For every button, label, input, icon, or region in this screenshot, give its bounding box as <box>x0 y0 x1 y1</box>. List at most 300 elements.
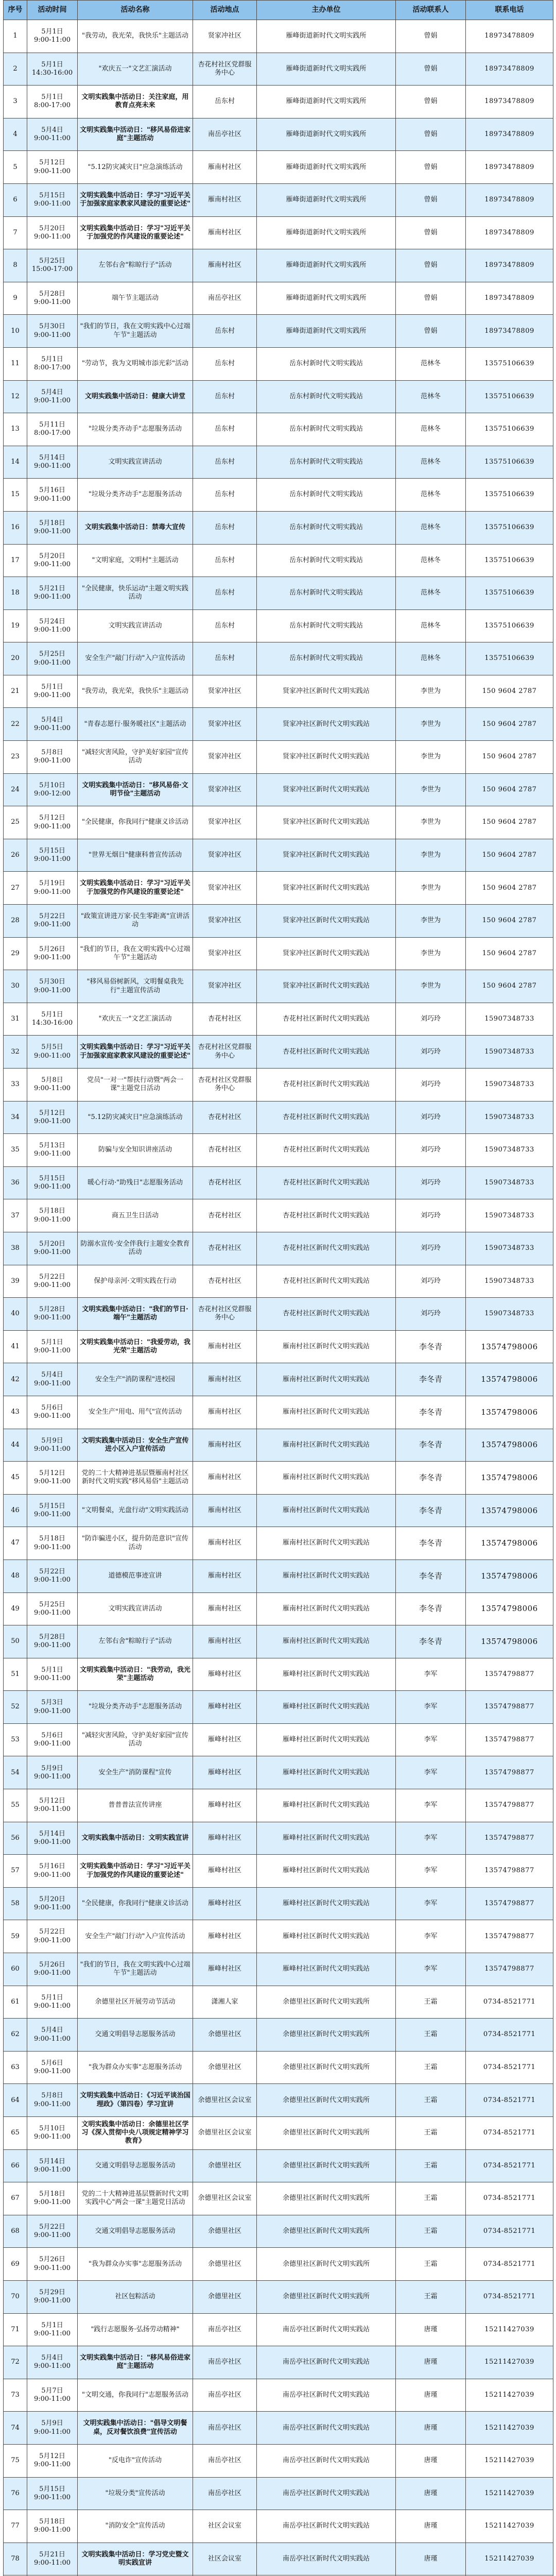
cell-name: 党的二十大精神进基层暨新时代文明实践中心"两会一课"主题党日活动 <box>78 2182 193 2215</box>
cell-time: 5月8日 9:00-11:00 <box>27 2084 78 2117</box>
cell-time: 5月28日 9:00-11:00 <box>27 1298 78 1331</box>
cell-place: 雁南村社区 <box>193 1494 257 1527</box>
cell-host: 雁峰街道新时代文明实践所 <box>257 53 396 86</box>
cell-host: 雁峰街道新时代文明实践所 <box>257 216 396 249</box>
table-row <box>4 2412 553 2445</box>
cell-name: 安全生产"敲门行动"入户宣传活动 <box>78 1920 193 1953</box>
cell-host: 余德里社区新时代文明实践所 <box>257 2149 396 2182</box>
cell-name: "我为群众办实事"志愿服务活动 <box>78 2248 193 2281</box>
cell-contact: 王霜 <box>396 2215 466 2248</box>
cell-time: 5月3日 9:00-11:00 <box>27 1691 78 1724</box>
cell-no: 70 <box>4 2280 27 2313</box>
cell-contact: 李军 <box>396 1691 466 1724</box>
cell-host: 贤家冲社区新时代文明实践站 <box>257 675 396 708</box>
cell-phone: 13574798006 <box>466 1396 553 1429</box>
cell-name: "我们的节日，我在文明实践中心过端午节"主题活动 <box>78 1953 193 1986</box>
cell-phone: 18973478809 <box>466 216 553 249</box>
cell-place: 雁南村社区 <box>193 249 257 282</box>
cell-name: 安全生产"敲门行动"入户宣传活动 <box>78 642 193 675</box>
table-row <box>4 839 553 872</box>
cell-phone: 13574798006 <box>466 1560 553 1592</box>
header-name: 活动名称 <box>78 1 193 20</box>
table-row <box>4 53 553 86</box>
cell-time: 5月18日 9:00-11:00 <box>27 511 78 544</box>
cell-contact: 李军 <box>396 1822 466 1855</box>
cell-host: 雁峰街道新时代文明实践所 <box>257 20 396 53</box>
cell-host: 雁峰村社区新时代文明实践站 <box>257 1658 396 1691</box>
cell-place: 杏花村社区党群服务中心 <box>193 1036 257 1069</box>
cell-phone: 18973478809 <box>466 151 553 184</box>
cell-contact: 唐瑾 <box>396 2477 466 2510</box>
table-row <box>4 1527 553 1560</box>
cell-contact: 刘巧玲 <box>396 1166 466 1199</box>
cell-name: "践行志愿服务·弘扬劳动精神" <box>78 2313 193 2346</box>
table-row <box>4 708 553 741</box>
cell-no: 48 <box>4 1560 27 1592</box>
cell-name: 文明实践集中活动日：安全生产宣传进小区入户宣传活动 <box>78 1429 193 1462</box>
cell-place: 岳东村 <box>193 315 257 348</box>
cell-place: 贤家冲社区 <box>193 773 257 806</box>
table-row <box>4 86 553 118</box>
cell-time: 5月4日 9:00-11:00 <box>27 118 78 151</box>
cell-host: 雁峰村社区新时代文明实践站 <box>257 1855 396 1888</box>
cell-phone: 0734-8521771 <box>466 2051 553 2084</box>
cell-name: 交通文明倡导志愿服务活动 <box>78 2019 193 2052</box>
cell-contact: 范林冬 <box>396 544 466 577</box>
cell-contact: 李冬青 <box>396 1560 466 1592</box>
cell-time: 5月28日 9:00-11:00 <box>27 282 78 315</box>
table-row <box>4 2280 553 2313</box>
cell-place: 余德里社区 <box>193 2280 257 2313</box>
cell-place: 雁南村社区 <box>193 1396 257 1429</box>
cell-place: 潇湘人家 <box>193 1986 257 2019</box>
cell-name: "世界无烟日"健康科普宣传活动 <box>78 839 193 872</box>
cell-name: "全民健康，你我同行"健康义诊活动 <box>78 1887 193 1920</box>
cell-no: 34 <box>4 1101 27 1134</box>
cell-time: 5月22日 9:00-11:00 <box>27 1560 78 1592</box>
cell-phone: 150 9604 2787 <box>466 675 553 708</box>
cell-time: 5月28日 9:00-11:00 <box>27 1625 78 1658</box>
cell-host: 南岳亭社区新时代文明实践站 <box>257 2313 396 2346</box>
cell-time: 5月25日 15:00-17:00 <box>27 249 78 282</box>
cell-time: 5月1日 9:00-11:00 <box>27 1986 78 2019</box>
cell-no: 69 <box>4 2248 27 2281</box>
cell-no: 39 <box>4 1265 27 1298</box>
cell-no: 14 <box>4 446 27 479</box>
cell-time: 5月12日 9:00-11:00 <box>27 806 78 839</box>
cell-no: 3 <box>4 86 27 118</box>
cell-host: 余德里社区新时代文明实践所 <box>257 2182 396 2215</box>
cell-contact: 李冬青 <box>396 1330 466 1363</box>
cell-name: "青春志愿行·服务暖社区"主题活动 <box>78 708 193 741</box>
table-row <box>4 970 553 1003</box>
cell-name: 文明实践宣讲活动 <box>78 609 193 642</box>
table-row <box>4 2182 553 2215</box>
cell-place: 杏花村社区党群服务中心 <box>193 1298 257 1331</box>
cell-phone: 13574798877 <box>466 1789 553 1822</box>
cell-contact: 李世为 <box>396 708 466 741</box>
cell-name: "劳动节，我为文明城市添光彩"活动 <box>78 347 193 380</box>
cell-time: 5月26日 9:00-11:00 <box>27 937 78 970</box>
cell-no: 45 <box>4 1462 27 1495</box>
cell-time: 5月6日 9:00-11:00 <box>27 2051 78 2084</box>
cell-phone: 13574798006 <box>466 1330 553 1363</box>
cell-time: 5月10日 9:00-11:00 <box>27 2117 78 2150</box>
cell-no: 20 <box>4 642 27 675</box>
table-body <box>4 20 553 2576</box>
cell-phone: 13574798877 <box>466 1822 553 1855</box>
cell-name: 保护母亲河·文明实践在行动 <box>78 1265 193 1298</box>
cell-phone: 150 9604 2787 <box>466 708 553 741</box>
cell-phone: 15211427039 <box>466 2477 553 2510</box>
cell-place: 余德里社区会议室 <box>193 2182 257 2215</box>
cell-name: "全民健康，你我同行"健康义诊活动 <box>78 806 193 839</box>
table-row <box>4 2346 553 2379</box>
cell-contact: 曾娟 <box>396 86 466 118</box>
cell-time: 5月12日 9:00-11:00 <box>27 1462 78 1495</box>
cell-phone: 150 9604 2787 <box>466 970 553 1003</box>
cell-place: 雁南村社区 <box>193 183 257 216</box>
cell-phone: 0734-8521771 <box>466 2019 553 2052</box>
cell-host: 杏花村社区新时代文明实践站 <box>257 1069 396 1101</box>
table-row <box>4 2444 553 2477</box>
cell-place: 杏花村社区 <box>193 1134 257 1167</box>
cell-no: 77 <box>4 2510 27 2543</box>
cell-no: 19 <box>4 609 27 642</box>
cell-place: 余德里社区 <box>193 2215 257 2248</box>
cell-time: 5月6日 9:00-11:00 <box>27 1396 78 1429</box>
cell-host: 雁峰村社区新时代文明实践站 <box>257 1822 396 1855</box>
cell-no: 7 <box>4 216 27 249</box>
table-row <box>4 1101 553 1134</box>
cell-place: 贤家冲社区 <box>193 872 257 905</box>
cell-contact: 范林冬 <box>396 511 466 544</box>
cell-name: 文明实践宣讲活动 <box>78 446 193 479</box>
cell-place: 余德里社区 <box>193 2149 257 2182</box>
cell-contact: 范林冬 <box>396 413 466 446</box>
cell-host: 雁南村社区新时代文明实践站 <box>257 1592 396 1625</box>
cell-place: 岳东村 <box>193 609 257 642</box>
cell-host: 贤家冲社区新时代文明实践站 <box>257 970 396 1003</box>
cell-host: 南岳亭社区新时代文明实践站 <box>257 2477 396 2510</box>
table-row <box>4 609 553 642</box>
cell-time: 5月12日 9:00-11:00 <box>27 151 78 184</box>
cell-contact: 刘巧玲 <box>396 1232 466 1265</box>
cell-phone: 15211427039 <box>466 2510 553 2543</box>
cell-contact: 王霜 <box>396 2051 466 2084</box>
cell-name: 防骗与安全知识讲座活动 <box>78 1134 193 1167</box>
cell-contact: 唐瑾 <box>396 2346 466 2379</box>
header-row <box>4 1 553 20</box>
cell-time: 5月22日 9:00-11:00 <box>27 1920 78 1953</box>
cell-no: 12 <box>4 380 27 413</box>
cell-phone: 18973478809 <box>466 315 553 348</box>
cell-phone: 15211427039 <box>466 2444 553 2477</box>
table-row <box>4 741 553 774</box>
cell-contact: 刘巧玲 <box>396 1298 466 1331</box>
cell-place: 雁南村社区 <box>193 1527 257 1560</box>
table-row <box>4 1069 553 1101</box>
cell-place: 岳东村 <box>193 86 257 118</box>
cell-phone: 13574798006 <box>466 1494 553 1527</box>
cell-phone: 0734-8521771 <box>466 2280 553 2313</box>
cell-time: 5月15日 9:00-11:00 <box>27 2477 78 2510</box>
table-row <box>4 282 553 315</box>
cell-no: 47 <box>4 1527 27 1560</box>
cell-no: 76 <box>4 2477 27 2510</box>
cell-host: 雁南村社区新时代文明实践站 <box>257 1527 396 1560</box>
cell-contact: 刘巧玲 <box>396 1003 466 1036</box>
table-row <box>4 511 553 544</box>
table-row <box>4 2248 553 2281</box>
cell-name: 文明实践集中活动日：学习"习近平关于加强党的作风建设的重要论述" <box>78 1855 193 1888</box>
cell-no: 36 <box>4 1166 27 1199</box>
cell-phone: 13574798877 <box>466 1887 553 1920</box>
cell-host: 雁峰街道新时代文明实践所 <box>257 249 396 282</box>
cell-name: 防溺水宣传·安全伴我行主题安全教育活动 <box>78 1232 193 1265</box>
cell-name: "文明交通，你我同行"志愿服务活动 <box>78 2379 193 2412</box>
cell-host: 岳东村新时代文明实践站 <box>257 642 396 675</box>
cell-phone: 15211427039 <box>466 2543 553 2575</box>
cell-host: 雁峰村社区新时代文明实践站 <box>257 1789 396 1822</box>
table-row <box>4 577 553 610</box>
table-row <box>4 2215 553 2248</box>
cell-place: 贤家冲社区 <box>193 970 257 1003</box>
cell-no: 35 <box>4 1134 27 1167</box>
cell-place: 贤家冲社区 <box>193 741 257 774</box>
cell-phone: 13575106639 <box>466 446 553 479</box>
cell-host: 岳东村新时代文明实践站 <box>257 609 396 642</box>
table-row <box>4 20 553 53</box>
cell-contact: 曾娟 <box>396 183 466 216</box>
cell-time: 5月14日 9:00-11:00 <box>27 446 78 479</box>
cell-contact: 范林冬 <box>396 479 466 512</box>
cell-time: 5月30日 9:00-11:00 <box>27 970 78 1003</box>
cell-phone: 15907348733 <box>466 1199 553 1232</box>
cell-place: 雁南村社区 <box>193 1592 257 1625</box>
table-row <box>4 1166 553 1199</box>
table-row <box>4 2084 553 2117</box>
cell-no: 78 <box>4 2543 27 2575</box>
table-row <box>4 1396 553 1429</box>
cell-place: 贤家冲社区 <box>193 708 257 741</box>
cell-place: 雁峰村社区 <box>193 1789 257 1822</box>
cell-phone: 15211427039 <box>466 2412 553 2445</box>
cell-name: 左邻右舍"粽晾行子"活动 <box>78 1625 193 1658</box>
table-row <box>4 1134 553 1167</box>
cell-host: 雁南村社区新时代文明实践站 <box>257 1625 396 1658</box>
cell-place: 贤家冲社区 <box>193 905 257 938</box>
cell-place: 社区会议室 <box>193 2543 257 2575</box>
cell-name: 文明实践集中活动日："移风易俗进家庭"主题活动 <box>78 118 193 151</box>
cell-host: 岳东村新时代文明实践站 <box>257 577 396 610</box>
cell-no: 52 <box>4 1691 27 1724</box>
table-row <box>4 1953 553 1986</box>
cell-contact: 曾娟 <box>396 216 466 249</box>
cell-time: 5月1日 9:00-11:00 <box>27 1330 78 1363</box>
cell-no: 9 <box>4 282 27 315</box>
table-row <box>4 1003 553 1036</box>
cell-name: 文明实践集中活动日：学习党史暨文明实践宣讲 <box>78 2543 193 2575</box>
cell-phone: 150 9604 2787 <box>466 741 553 774</box>
cell-no: 29 <box>4 937 27 970</box>
cell-contact: 李世为 <box>396 773 466 806</box>
table-row <box>4 315 553 348</box>
cell-time: 5月14日 9:00-11:00 <box>27 1822 78 1855</box>
cell-place: 杏花村社区 <box>193 1003 257 1036</box>
cell-phone: 13575106639 <box>466 413 553 446</box>
cell-phone: 18973478809 <box>466 249 553 282</box>
cell-contact: 刘巧玲 <box>396 1101 466 1134</box>
cell-name: 余德里社区开展劳动节活动 <box>78 1986 193 2019</box>
cell-place: 岳东村 <box>193 544 257 577</box>
cell-contact: 李冬青 <box>396 1429 466 1462</box>
cell-host: 杏花村社区新时代文明实践站 <box>257 1298 396 1331</box>
table-row <box>4 1592 553 1625</box>
header-place: 活动地点 <box>193 1 257 20</box>
cell-name: "垃圾分类"宣传活动 <box>78 2477 193 2510</box>
cell-host: 余德里社区新时代文明实践所 <box>257 2280 396 2313</box>
cell-phone: 13574798006 <box>466 1527 553 1560</box>
cell-name: 党员"一对一"帮扶行动暨"两会一课"主题党日活动 <box>78 1069 193 1101</box>
cell-name: "欢庆五一"文艺汇演活动 <box>78 1003 193 1036</box>
cell-phone: 15907348733 <box>466 1101 553 1134</box>
cell-no: 38 <box>4 1232 27 1265</box>
cell-phone: 18973478809 <box>466 118 553 151</box>
cell-no: 8 <box>4 249 27 282</box>
cell-place: 余德里社区会议室 <box>193 2084 257 2117</box>
table-row <box>4 675 553 708</box>
cell-name: "垃圾分类齐动手"志愿服务活动 <box>78 1691 193 1724</box>
cell-place: 社区会议室 <box>193 2510 257 2543</box>
cell-contact: 李冬青 <box>396 1625 466 1658</box>
cell-time: 5月9日 9:00-11:00 <box>27 1429 78 1462</box>
cell-phone: 13574798877 <box>466 1756 553 1789</box>
table-row <box>4 872 553 905</box>
cell-no: 58 <box>4 1887 27 1920</box>
cell-phone: 13574798006 <box>466 1429 553 1462</box>
cell-time: 5月1日 9:00-11:00 <box>27 675 78 708</box>
cell-time: 5月29日 9:00-11:00 <box>27 2280 78 2313</box>
cell-host: 南岳亭社区新时代文明实践站 <box>257 2543 396 2575</box>
table-row <box>4 2543 553 2575</box>
cell-time: 5月18日 9:00-11:00 <box>27 1527 78 1560</box>
cell-name: "全民健康，快乐运动"主题文明实践活动 <box>78 577 193 610</box>
cell-name: 文明实践集中活动日：禁毒大宣传 <box>78 511 193 544</box>
table-row <box>4 413 553 446</box>
cell-time: 5月20日 9:00-11:00 <box>27 1887 78 1920</box>
cell-phone: 150 9604 2787 <box>466 872 553 905</box>
table-row <box>4 1625 553 1658</box>
cell-no: 42 <box>4 1363 27 1396</box>
table-row <box>4 216 553 249</box>
cell-time: 5月22日 9:00-11:00 <box>27 1265 78 1298</box>
cell-place: 余德里社区 <box>193 2019 257 2052</box>
cell-time: 5月12日 9:00-11:00 <box>27 1789 78 1822</box>
cell-place: 贤家冲社区 <box>193 937 257 970</box>
cell-contact: 王霜 <box>396 2280 466 2313</box>
cell-phone: 15211427039 <box>466 2379 553 2412</box>
cell-contact: 李冬青 <box>396 1396 466 1429</box>
table-row <box>4 1330 553 1363</box>
cell-place: 雁南村社区 <box>193 216 257 249</box>
cell-contact: 曾娟 <box>396 151 466 184</box>
cell-name: 文明实践集中活动日："我们的节日·端午"主题活动 <box>78 1298 193 1331</box>
cell-place: 南岳亭社区 <box>193 282 257 315</box>
cell-phone: 18973478809 <box>466 183 553 216</box>
cell-host: 岳东村新时代文明实践站 <box>257 479 396 512</box>
cell-contact: 李军 <box>396 1920 466 1953</box>
cell-name: 交通文明倡导志愿服务活动 <box>78 2215 193 2248</box>
cell-name: 文明实践集中活动日：健康大讲堂 <box>78 380 193 413</box>
cell-phone: 13574798877 <box>466 1691 553 1724</box>
cell-name: 文明实践集中活动日：学习"习近平关于加强党的作风建设的重要论述" <box>78 216 193 249</box>
cell-no: 5 <box>4 151 27 184</box>
cell-time: 5月4日 9:00-11:00 <box>27 708 78 741</box>
table-row <box>4 1789 553 1822</box>
cell-time: 5月4日 9:00-11:00 <box>27 1363 78 1396</box>
cell-time: 5月12日 9:00-11:00 <box>27 2444 78 2477</box>
cell-no: 33 <box>4 1069 27 1101</box>
cell-phone: 18973478809 <box>466 20 553 53</box>
cell-contact: 王霜 <box>396 2149 466 2182</box>
cell-place: 南岳亭社区 <box>193 2379 257 2412</box>
cell-time: 5月1日 9:00-11:00 <box>27 2313 78 2346</box>
cell-no: 44 <box>4 1429 27 1462</box>
cell-place: 雁南村社区 <box>193 1560 257 1592</box>
cell-name: 党的二十大精神进基层暨雁南村社区新时代文明实践"移风易俗"主题活动 <box>78 1462 193 1495</box>
cell-phone: 13574798877 <box>466 1658 553 1691</box>
cell-no: 66 <box>4 2149 27 2182</box>
cell-no: 30 <box>4 970 27 1003</box>
cell-time: 5月22日 9:00-11:00 <box>27 905 78 938</box>
cell-place: 雁峰村社区 <box>193 1658 257 1691</box>
table-row <box>4 2117 553 2150</box>
table-row <box>4 347 553 380</box>
cell-contact: 李军 <box>396 1855 466 1888</box>
cell-name: 文明实践集中活动日：《习近平谈治国理政》（第四卷）学习宣讲 <box>78 2084 193 2117</box>
cell-time: 5月18日 9:00-11:00 <box>27 1199 78 1232</box>
cell-contact: 曾娟 <box>396 282 466 315</box>
cell-name: 左邻右舍"粽晾行子"活动 <box>78 249 193 282</box>
cell-phone: 15907348733 <box>466 1003 553 1036</box>
cell-no: 26 <box>4 839 27 872</box>
cell-host: 余德里社区新时代文明实践所 <box>257 2051 396 2084</box>
cell-phone: 150 9604 2787 <box>466 937 553 970</box>
cell-name: "5.12防灾减灾日"应急演练活动 <box>78 1101 193 1134</box>
cell-name: 文明实践集中活动日："移风易俗进家庭"主题活动 <box>78 2346 193 2379</box>
cell-contact: 曾娟 <box>396 249 466 282</box>
cell-no: 55 <box>4 1789 27 1822</box>
cell-contact: 刘巧玲 <box>396 1036 466 1069</box>
cell-place: 贤家冲社区 <box>193 20 257 53</box>
cell-no: 57 <box>4 1855 27 1888</box>
cell-contact: 范林冬 <box>396 642 466 675</box>
cell-phone: 150 9604 2787 <box>466 905 553 938</box>
table-row <box>4 905 553 938</box>
cell-phone: 13574798006 <box>466 1462 553 1495</box>
cell-time: 5月4日 9:00-11:00 <box>27 2346 78 2379</box>
cell-host: 贤家冲社区新时代文明实践站 <box>257 741 396 774</box>
table-row <box>4 1920 553 1953</box>
cell-host: 贤家冲社区新时代文明实践站 <box>257 905 396 938</box>
cell-time: 5月4日 9:00-11:00 <box>27 380 78 413</box>
cell-time: 5月21日 9:00-11:00 <box>27 577 78 610</box>
cell-no: 59 <box>4 1920 27 1953</box>
cell-place: 雁南村社区 <box>193 1625 257 1658</box>
cell-time: 5月18日 9:00-11:00 <box>27 2182 78 2215</box>
cell-no: 28 <box>4 905 27 938</box>
